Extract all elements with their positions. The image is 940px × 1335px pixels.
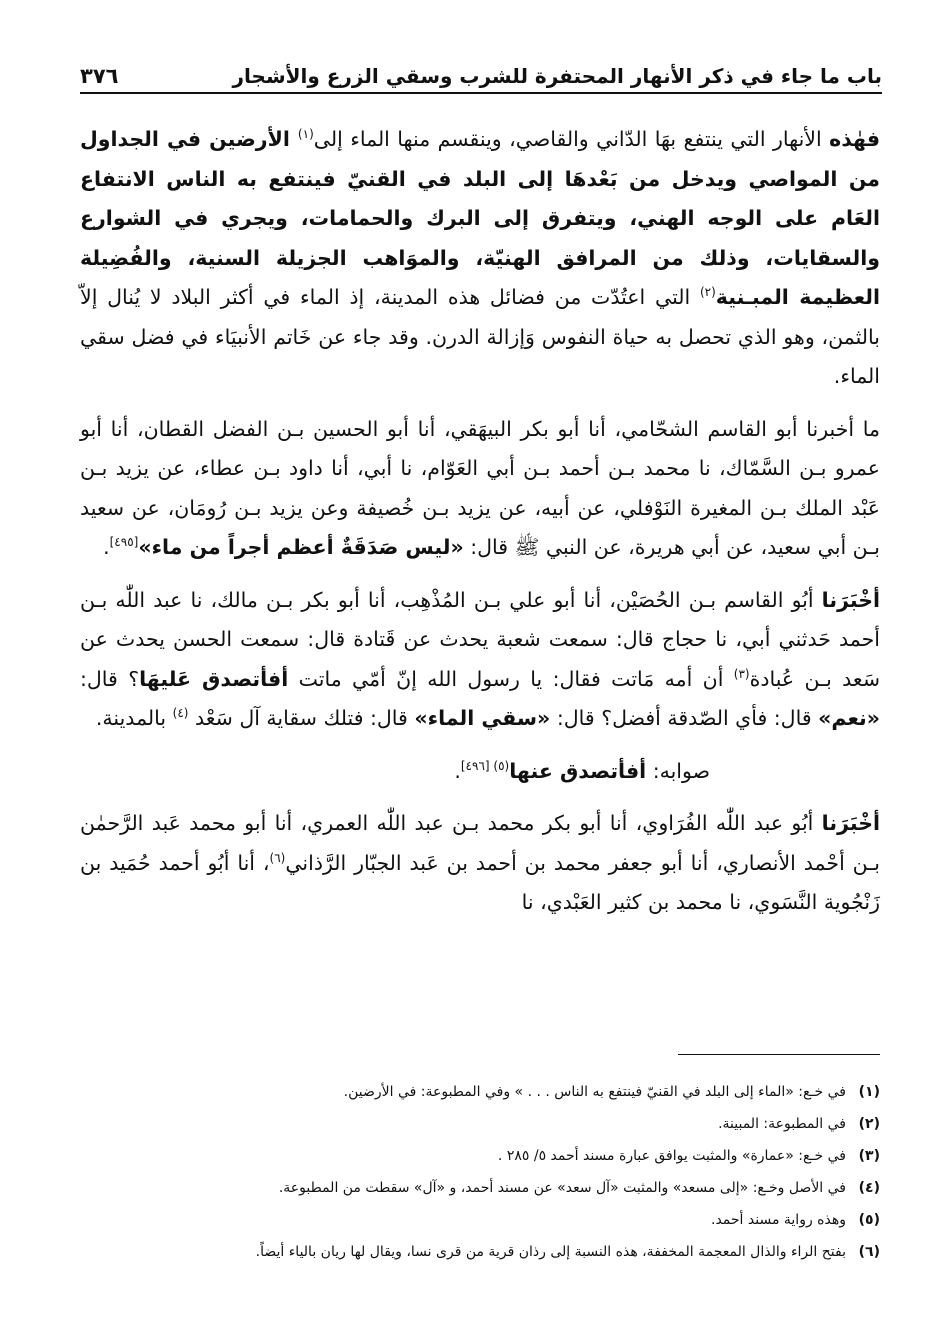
lead-word: أخْبَرَنا — [821, 587, 880, 612]
hadith-number: [٤٩٦] — [460, 758, 494, 773]
text-run: الأنهار التي ينتفع بهَا الدّاني والقاصي، وينقسم منها الماء إلى — [313, 127, 830, 151]
running-header — [80, 56, 882, 94]
bold-phrase: «سقي الماء» — [414, 706, 551, 730]
footnote-text: وهذه رواية مسند أحمد. — [711, 1212, 846, 1228]
text-run: ، أنا أبُو أحمد حُمَيد بن زَنْجُوية النَّسَوي، نا محمد بن كثير العَبْدي، نا — [80, 850, 880, 914]
footnote-text: بفتح الراء والذال المعجمة المخففة، هذه النسبة إلى رذان قرية من قرى نسا، ويقال لها ريان بالياء أيضاً. — [255, 1244, 846, 1260]
correction-line — [80, 752, 880, 792]
footnote-item — [80, 1140, 880, 1172]
footnotes — [80, 1076, 880, 1268]
lead-word: أخْبَرَنا — [821, 811, 880, 835]
paragraph-4 — [80, 804, 880, 923]
text-run: أبُو القاسم بـن الحُصَيْن، أنا أبو علي بـن المُذْهِب، أنا أبو بكر بـن مالك، نا عبد اللّٰه بـن أحمد حَدثني أبي، نا حجاج قال: سمعت شعبة يحدث عن قَتادة قال: سمعت الحسن يحدث عن سَعد بـن عُبادة — [80, 587, 880, 691]
main-text — [80, 120, 880, 923]
footnote-item — [80, 1172, 880, 1204]
hadith-number: [٤٩٥] — [109, 535, 139, 550]
text-run: الأرضين في الجداول من المواصي ويدخل من بَعْدهَا إلى البلد في القنيّ فينتفع به الناس الانتفاع العَام على الوجه الهني، ويتفرق إلى البرك والحمامات، ويجري في الشوارع والسقايات، وذلك من المرافق الهنيّة، والموَاهب الجزيلة السنية، والفُضِيلة العظيمة المبـنية — [80, 127, 880, 309]
footnote-divider — [678, 1054, 880, 1055]
text-run: . — [103, 535, 110, 559]
footnote-ref: (٥) — [493, 758, 510, 773]
hadith-quote: «ليس صَدَقَةٌ أعظم أجراً من ماء» — [138, 535, 464, 559]
footnote-number: (٣) — [858, 1148, 880, 1164]
footnote-number: (٥) — [858, 1212, 880, 1228]
text-run: قال: فأي الصّدقة أفضل؟ قال: — [550, 706, 819, 730]
bold-phrase: أفأتصدق عنها — [509, 758, 647, 783]
text-run: أبُو عبد اللّٰه الفُرَاوي، أنا أبو بكر محمد بـن عبد اللّٰه العمري، أنا أبو محمد عَبد الرَّحمٰن بـن أحْمد الأنصاري، أنا أبو جعفر محمد بن أحمد بن عَبد الجبّار الرَّذاني — [80, 811, 880, 875]
footnote-text: في المطبوعة: المبينة. — [718, 1116, 846, 1132]
paragraph-2 — [80, 410, 880, 568]
footnote-number: (٤) — [858, 1180, 880, 1196]
footnote-number: (١) — [858, 1084, 880, 1100]
footnote-ref: (٤) — [172, 706, 189, 721]
bold-phrase: أفأتصدق عَليهَا — [139, 666, 289, 691]
footnote-text: في خـع: «الماء إلى البلد في القنيّ فينتفع به الناس . . . » وفي المطبوعة: في الأرضين. — [343, 1084, 846, 1100]
footnote-ref: (١) — [297, 127, 314, 142]
footnote-number: (٢) — [858, 1116, 880, 1132]
footnote-text: في خـع: «عمارة» والمثبت يوافق عبارة مسند أحمد ٥/ ٢٨٥ . — [497, 1148, 846, 1164]
paragraph-1 — [80, 120, 880, 397]
footnote-ref: (٢) — [699, 285, 716, 300]
footnote-item — [80, 1076, 880, 1108]
text-run: التي اعتُدّت من فضائل هذه المدينة، إذ الماء في أكثر البلاد لا يُنال إلاّ بالثمن، وهو الذي تحصل به حياة النفوس وَإزالة الدرن. وقد جاء عن خَاتم الأنبيَاء في فضل سقي الماء. — [80, 285, 880, 388]
text-run: قال: فتلك سقاية آل سَعْد — [188, 706, 415, 730]
footnote-ref: (٣) — [733, 666, 750, 681]
footnote-text: في الأصل وخـع: «إلى مسعد» والمثبت «آل سعد» عن مسند أحمد، و «آل» سقطت من المطبوعة. — [278, 1180, 846, 1196]
footnote-ref: (٦) — [269, 850, 286, 865]
text-run: . — [454, 758, 461, 783]
text-run: ؟ قال: — [80, 666, 140, 691]
page-number: ٣٧٦ — [80, 64, 119, 88]
footnote-number: (٦) — [858, 1244, 880, 1260]
paragraph-3 — [80, 581, 880, 739]
chapter-title: باب ما جاء في ذكر الأنهار المحتفرة للشرب وسقي الزرع والأشجار — [232, 64, 882, 88]
text-run: بالمدينة. — [95, 706, 173, 730]
footnote-item — [80, 1204, 880, 1236]
footnote-item — [80, 1108, 880, 1140]
text-run: صوابه: — [646, 758, 710, 783]
bold-phrase: «نعم» — [818, 706, 880, 730]
footnote-item — [80, 1236, 880, 1268]
text-run: أن أمه مَاتت فقال: يا رسول الله إنّ أمّي ماتت — [288, 666, 734, 691]
text-run: ما أخبرنا أبو القاسم الشحّامي، أنا أبو بكر البيهَقي، أنا أبو الحسين بـن الفضل القطان، أنا أبو عمرو بـن السَّمّاك، نا محمد بـن أحمد بـن أبي العَوّام، نا أبي، أنا داود بـن عطاء، عن يزيد بـن عَبْد الملك بـن المغيرة النَوْفلي، عن أبيه، عن يزيد بـن خُصيفة وعن يزيد بـن رُومَان، عن سعيد بـن أبي سعيد، عن أبي هريرة، عن النبي ﷺ قال: — [80, 416, 880, 559]
lead-word: فهٰذه — [829, 127, 880, 151]
